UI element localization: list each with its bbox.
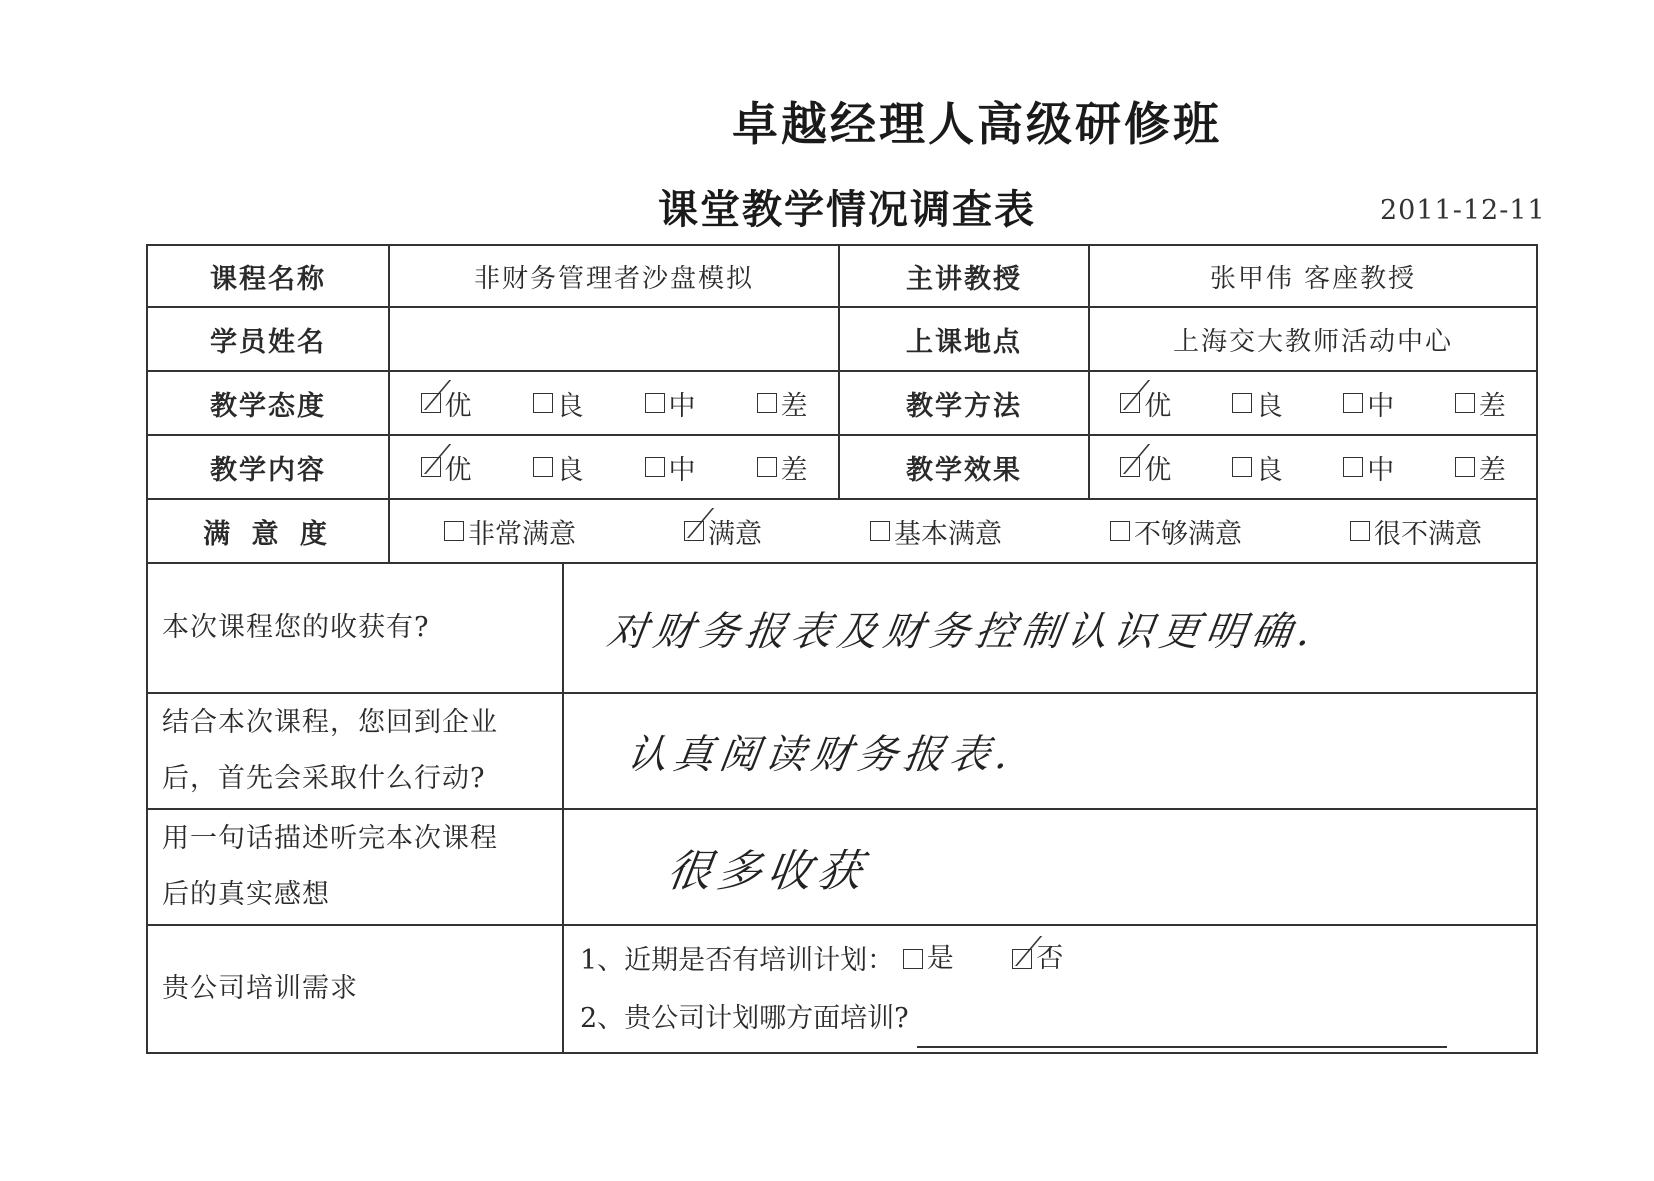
action-answer[interactable]: 认真阅读财务报表. xyxy=(624,731,1018,778)
professor-label: 主讲教授 xyxy=(906,263,1022,295)
checkbox-icon[interactable] xyxy=(1343,457,1363,477)
satisfaction-very-satisfied[interactable]: 非常满意 xyxy=(444,512,576,551)
teaching-content-options xyxy=(390,436,838,498)
teaching-attitude-options xyxy=(390,372,838,434)
checkbox-icon[interactable] xyxy=(903,949,923,969)
checkbox-icon[interactable] xyxy=(645,393,665,413)
content-option-poor[interactable]: 差 xyxy=(757,448,808,487)
satisfaction-options xyxy=(390,500,1536,562)
satisfaction-not-satisfied[interactable]: 不够满意 xyxy=(1110,512,1242,551)
content-option-fair[interactable]: 中 xyxy=(645,448,696,487)
method-option-fair[interactable]: 中 xyxy=(1343,384,1394,423)
effect-option-good[interactable]: 良 xyxy=(1232,448,1283,487)
checkbox-icon[interactable] xyxy=(1350,521,1370,541)
checkbox-checked-icon[interactable] xyxy=(1120,457,1140,477)
student-name-label: 学员姓名 xyxy=(210,326,326,358)
checkbox-checked-icon[interactable] xyxy=(1120,393,1140,413)
checkbox-icon[interactable] xyxy=(1232,393,1252,413)
course-name-value: 非财务管理者沙盘模拟 xyxy=(473,263,754,294)
content-option-good[interactable]: 良 xyxy=(533,448,584,487)
attitude-option-excellent[interactable]: 优 xyxy=(421,384,472,423)
checkbox-icon[interactable] xyxy=(533,393,553,413)
training-area-input[interactable] xyxy=(917,1024,1447,1048)
checkbox-icon[interactable] xyxy=(1110,521,1130,541)
satisfaction-satisfied[interactable]: 满意 xyxy=(684,512,762,551)
teaching-content-label: 教学内容 xyxy=(210,454,326,486)
attitude-option-good[interactable]: 良 xyxy=(533,384,584,423)
feeling-question: 用一句话描述听完本次课程 后的真实感想 xyxy=(162,823,498,910)
checkbox-checked-icon[interactable] xyxy=(421,393,441,413)
location-value: 上海交大教师活动中心 xyxy=(1172,326,1453,357)
checkbox-icon[interactable] xyxy=(1455,393,1475,413)
form-subtitle: 课堂教学情况调查表 xyxy=(658,187,1036,233)
training-area-question: 2、贵公司计划哪方面培训? xyxy=(580,990,1447,1048)
checkbox-icon[interactable] xyxy=(645,457,665,477)
checkbox-checked-icon[interactable] xyxy=(684,521,704,541)
method-option-poor[interactable]: 差 xyxy=(1455,384,1506,423)
gain-question: 本次课程您的收获有? xyxy=(162,612,430,643)
attitude-option-fair[interactable]: 中 xyxy=(645,384,696,423)
checkbox-checked-icon[interactable] xyxy=(1012,949,1032,969)
effect-option-excellent[interactable]: 优 xyxy=(1120,448,1171,487)
method-option-good[interactable]: 良 xyxy=(1232,384,1283,423)
attitude-option-poor[interactable]: 差 xyxy=(757,384,808,423)
satisfaction-label: 满 意 度 xyxy=(203,518,333,550)
method-option-excellent[interactable]: 优 xyxy=(1120,384,1171,423)
teaching-attitude-label: 教学态度 xyxy=(210,390,326,422)
checkbox-icon[interactable] xyxy=(870,521,890,541)
satisfaction-very-unsatisfied[interactable]: 很不满意 xyxy=(1350,512,1482,551)
survey-form xyxy=(146,244,1538,1054)
location-label: 上课地点 xyxy=(906,326,1022,358)
gain-answer[interactable]: 对财务报表及财务控制认识更明确. xyxy=(604,608,1320,655)
survey-date: 2011-12-11 xyxy=(1380,195,1546,226)
checkbox-icon[interactable] xyxy=(757,457,777,477)
teaching-effect-label: 教学效果 xyxy=(906,454,1022,486)
teaching-effect-options xyxy=(1090,436,1536,498)
content-option-excellent[interactable]: 优 xyxy=(421,448,472,487)
checkbox-checked-icon[interactable] xyxy=(421,457,441,477)
checkbox-icon[interactable] xyxy=(757,393,777,413)
checkbox-icon[interactable] xyxy=(1455,457,1475,477)
checkbox-icon[interactable] xyxy=(1343,393,1363,413)
feeling-answer[interactable]: 很多收获 xyxy=(663,846,871,897)
training-plan-no[interactable]: 否 xyxy=(1012,930,1063,988)
checkbox-icon[interactable] xyxy=(533,457,553,477)
student-name-field[interactable] xyxy=(390,308,838,370)
form-title: 卓越经理人高级研修班 xyxy=(732,97,1222,151)
effect-option-poor[interactable]: 差 xyxy=(1455,448,1506,487)
teaching-method-options xyxy=(1090,372,1536,434)
checkbox-icon[interactable] xyxy=(444,521,464,541)
action-question: 结合本次课程，您回到企业 后，首先会采取什么行动? xyxy=(162,707,498,794)
teaching-method-label: 教学方法 xyxy=(906,390,1022,422)
course-name-label: 课程名称 xyxy=(210,263,326,295)
satisfaction-basically-satisfied[interactable]: 基本满意 xyxy=(870,512,1002,551)
effect-option-fair[interactable]: 中 xyxy=(1343,448,1394,487)
professor-value: 张甲伟 客座教授 xyxy=(1209,263,1417,294)
training-needs-questions xyxy=(564,926,1536,1052)
training-plan-question: 1、近期是否有培训计划： 是 否 xyxy=(580,930,1063,990)
checkbox-icon[interactable] xyxy=(1232,457,1252,477)
training-needs-label: 贵公司培训需求 xyxy=(162,973,358,1004)
training-plan-yes[interactable]: 是 xyxy=(903,930,954,988)
